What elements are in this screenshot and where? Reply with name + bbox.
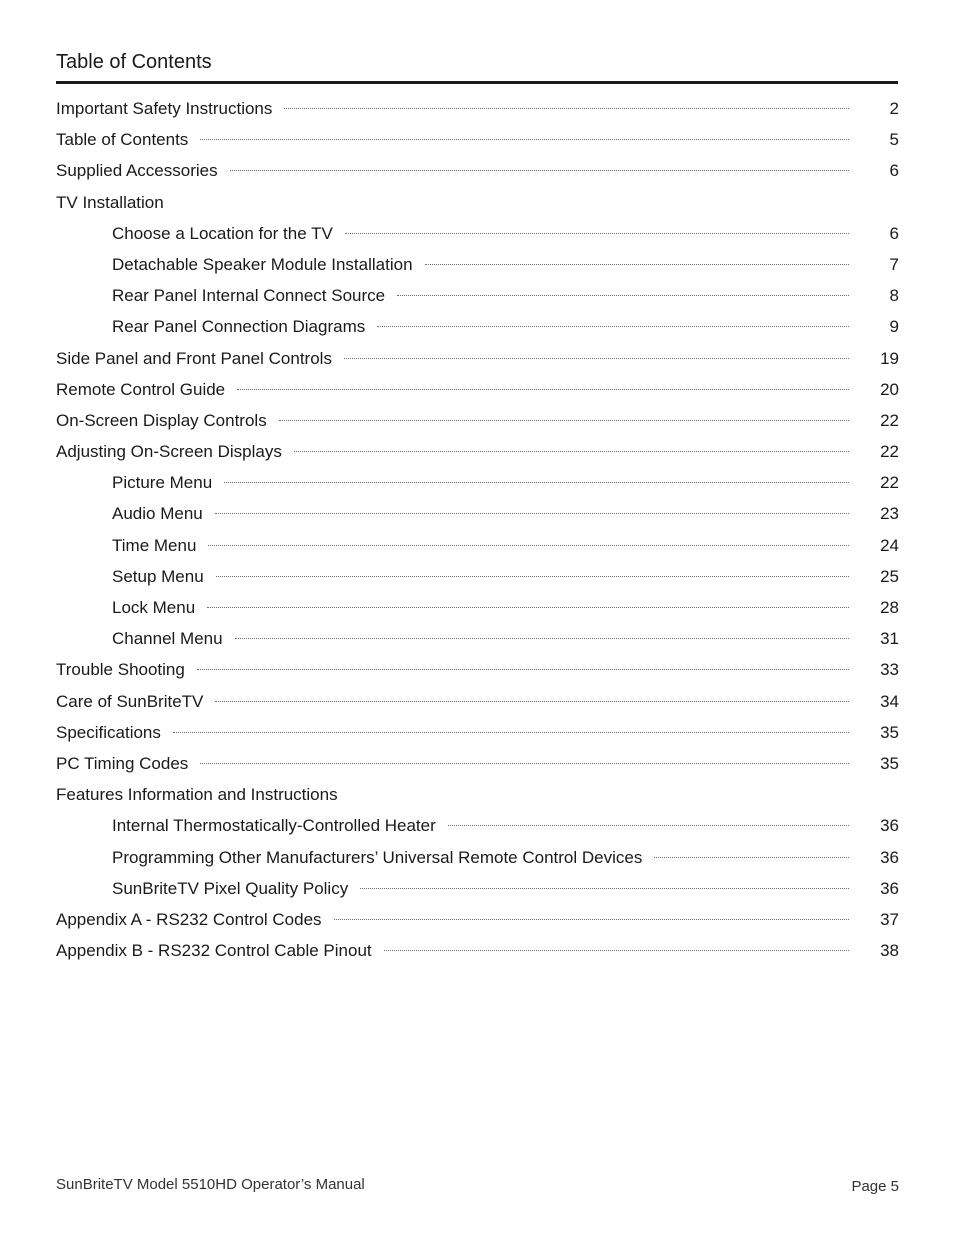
toc-entry[interactable] [56,374,899,405]
toc-entry-page: 37 [880,909,899,929]
toc-entry-label: Choose a Location for the TV [112,223,333,243]
toc-entry[interactable] [56,405,899,436]
toc-entry[interactable] [56,436,899,467]
toc-dot-leader [200,763,849,764]
toc-entry[interactable] [56,935,899,966]
toc-entry-label: Audio Menu [112,504,203,524]
toc-dot-leader [224,482,849,483]
toc-entry[interactable] [56,810,899,841]
toc-entry-label: Adjusting On-Screen Displays [56,442,282,462]
toc-entry[interactable] [56,530,899,561]
page-title: Table of Contents [56,51,212,73]
toc-dot-leader [294,451,849,452]
toc-entry[interactable] [56,561,899,592]
toc-dot-leader [215,701,849,702]
toc-entry-page: 6 [889,223,899,243]
toc-dot-leader [284,108,849,109]
toc-entry-label: Time Menu [112,535,197,555]
toc-entry[interactable] [56,93,899,124]
toc-entry-label: Rear Panel Internal Connect Source [112,286,386,306]
toc-entry-label: Specifications [56,722,161,742]
toc-entry-label: SunBriteTV Pixel Quality Policy [112,878,349,898]
toc-dot-leader [216,576,849,577]
toc-entry-page: 35 [880,722,899,742]
toc-entry[interactable] [56,311,899,342]
footer-manual-title: SunBriteTV Model 5510HD Operator’s Manual [56,1176,365,1193]
toc-dot-leader [230,170,849,171]
toc-entry[interactable] [56,124,899,155]
toc-entry[interactable] [56,654,899,685]
toc-dot-leader [235,638,849,639]
toc-entry-label: Appendix B - RS232 Control Cable Pinout [56,941,372,961]
toc-entry-page: 19 [880,348,899,368]
toc-entry-page: 22 [880,473,899,493]
toc-entry-label: Care of SunBriteTV [56,691,204,711]
toc-dot-leader [397,295,849,296]
toc-entry-page: 36 [880,878,899,898]
toc-entry-label: TV Installation [56,192,164,212]
toc-dot-leader [384,950,849,951]
toc-entry-label: Programming Other Manufacturers’ Universal Remote Control Devices [112,847,643,867]
toc-dot-leader [377,326,849,327]
toc-entry-page: 28 [880,598,899,617]
title-divider [56,81,898,84]
toc-entry[interactable] [56,623,899,654]
toc-entry-page: 9 [889,317,899,337]
toc-entry[interactable] [56,779,899,810]
toc-entry-page: 33 [880,660,899,680]
toc-entry-page: 31 [880,629,899,649]
toc-entry[interactable] [56,904,899,935]
toc-dot-leader [654,857,849,858]
toc-entry[interactable] [56,187,899,218]
toc-entry-label: Features Information and Instructions [56,785,338,805]
toc-dot-leader [425,264,849,265]
toc-entry-page: 38 [880,941,899,961]
toc-entry-page: 24 [880,535,899,555]
toc-dot-leader [173,732,849,733]
toc-entry[interactable] [56,498,899,529]
toc-entry[interactable] [56,592,899,623]
toc-dot-leader [279,420,849,421]
toc-entry[interactable] [56,748,899,779]
toc-dot-leader [237,389,849,390]
toc-entry-page: 5 [889,130,899,150]
toc-dot-leader [200,139,849,140]
toc-dot-leader [345,233,849,234]
toc-entry-page: 22 [880,442,899,462]
toc-entry-label: Side Panel and Front Panel Controls [56,348,332,368]
toc-entry-label: Appendix A - RS232 Control Codes [56,909,322,929]
footer-page-number: Page 5 [851,1178,899,1195]
toc-entry-page: 8 [889,286,899,306]
toc-entry-page: 36 [880,847,899,867]
toc-entry-page: 7 [889,254,899,274]
toc-entry-label: On-Screen Display Controls [56,410,267,430]
toc-entry-label: Internal Thermostatically-Controlled Heater [112,816,436,836]
toc-entry-page: 2 [889,99,899,118]
toc-entry-page: 36 [880,816,899,836]
toc-entry-label: Trouble Shooting [56,660,185,680]
toc-entry-label: Picture Menu [112,473,213,493]
toc-entry-label: Channel Menu [112,629,223,649]
toc-dot-leader [334,919,849,920]
toc-dot-leader [215,513,849,514]
toc-entry-label: Table of Contents [56,130,189,150]
toc-entry[interactable] [56,343,899,374]
toc-dot-leader [197,669,849,670]
toc-entry-page: 22 [880,410,899,430]
toc-entry-label: Rear Panel Connection Diagrams [112,317,366,337]
toc-entry[interactable] [56,249,899,280]
toc-entry-label: Detachable Speaker Module Installation [112,254,413,274]
toc-dot-leader [207,607,849,608]
toc-entry-page: 23 [880,504,899,524]
table-of-contents [56,93,899,966]
toc-entry[interactable] [56,842,899,873]
toc-entry[interactable] [56,686,899,717]
toc-entry[interactable] [56,280,899,311]
toc-dot-leader [344,358,849,359]
toc-entry-page: 34 [880,691,899,711]
toc-entry-label: Important Safety Instructions [56,99,273,118]
toc-entry[interactable] [56,155,899,186]
toc-dot-leader [360,888,849,889]
toc-entry-page: 20 [880,379,899,399]
toc-entry-label: PC Timing Codes [56,753,189,773]
toc-entry-page: 25 [880,566,899,586]
toc-entry-label: Remote Control Guide [56,379,226,399]
toc-entry[interactable] [56,218,899,249]
toc-entry-page: 35 [880,753,899,773]
toc-entry-label: Lock Menu [112,598,196,617]
toc-dot-leader [208,545,849,546]
toc-entry-page: 6 [889,161,899,181]
toc-entry[interactable] [56,717,899,748]
toc-entry[interactable] [56,467,899,498]
toc-entry-label: Supplied Accessories [56,161,218,181]
toc-entry[interactable] [56,873,899,904]
toc-entry-label: Setup Menu [112,566,204,586]
toc-dot-leader [448,825,849,826]
